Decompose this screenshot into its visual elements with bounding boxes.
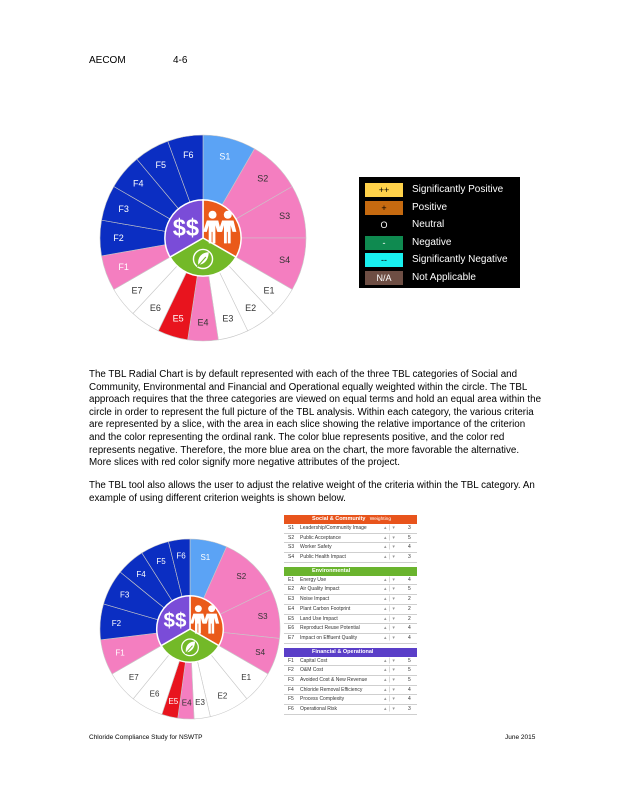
legend-swatch: O [365, 218, 403, 232]
slice-label-s1: S1 [219, 151, 231, 162]
paragraph-weight-adjustment: The TBL tool also allows the user to adjust the relative weight of the criteria within the TBL category. An example of using different criterion weights is shown below. [89, 480, 535, 504]
criterion-code: E4 [288, 605, 295, 612]
weight-value: 5 [408, 534, 411, 541]
weight-stepper[interactable]: ▴ │ ▾ [384, 706, 395, 712]
weight-value: 5 [408, 667, 411, 674]
slice-label-f3: F3 [118, 204, 129, 215]
criterion-code: E1 [288, 576, 295, 583]
weight-value: 4 [408, 576, 411, 583]
slice-label-s4: S4 [255, 647, 266, 657]
table-section-header [284, 515, 417, 524]
slice-label-s2: S2 [236, 571, 247, 581]
weighting-label: Weighting [369, 517, 391, 522]
weight-stepper[interactable]: ▴ │ ▾ [384, 554, 395, 561]
table-row [284, 524, 417, 534]
legend-swatch: N/A [365, 271, 403, 285]
criterion-code: E2 [288, 586, 295, 593]
slice-label-e6: E6 [149, 302, 161, 313]
header-page: 4-6 [173, 55, 188, 66]
table-row [284, 576, 417, 586]
legend-label: Significantly Negative [412, 254, 508, 265]
legend-row [359, 216, 520, 233]
table-row [284, 605, 417, 615]
weight-stepper[interactable]: ▴ │ ▾ [384, 596, 395, 603]
section-title: Social & Community [312, 516, 366, 522]
criterion-code: F5 [288, 696, 294, 703]
criterion-code: S1 [288, 525, 295, 531]
financial-hub-label: $$ [163, 609, 187, 633]
criterion-name: Public Acceptance [300, 534, 341, 541]
footer-date: June 2015 [505, 734, 536, 741]
slice-label-e4: E4 [181, 698, 192, 708]
criterion-name: Operational Risk [300, 706, 337, 712]
footer-study-title: Chloride Compliance Study for NSWTP [89, 734, 203, 741]
slice-label-e7: E7 [131, 285, 143, 296]
slice-label-e2: E2 [245, 302, 257, 313]
criterion-code: F4 [288, 686, 294, 693]
legend-swatch: -- [365, 253, 403, 267]
criterion-code: F6 [288, 706, 294, 712]
criterion-code: S4 [288, 554, 295, 561]
slice-label-f6: F6 [176, 551, 186, 561]
criterion-code: E6 [288, 625, 295, 632]
table-section-header [284, 567, 417, 576]
criterion-code: F2 [288, 667, 294, 674]
slice-label-e6: E6 [149, 689, 160, 699]
criterion-code: E3 [288, 596, 295, 603]
weight-value: 3 [408, 525, 411, 531]
table-row [284, 666, 417, 676]
criterion-name: Plant Carbon Footprint [300, 605, 351, 612]
criterion-name: O&M Cost [300, 667, 324, 674]
legend-row [359, 199, 520, 216]
criterion-name: Leadership/Community Image [300, 525, 367, 531]
criterion-code: E5 [288, 615, 295, 622]
slice-label-e2: E2 [217, 691, 228, 701]
slice-label-s3: S3 [279, 211, 291, 222]
slice-label-f2: F2 [111, 619, 122, 629]
weight-stepper[interactable]: ▴ │ ▾ [384, 634, 395, 641]
table-row [284, 695, 417, 705]
table-row [284, 657, 417, 667]
legend-label: Not Applicable [412, 271, 476, 283]
legend-swatch: + [365, 201, 403, 215]
tbl-radial-chart-weighted [98, 537, 282, 721]
weight-stepper[interactable]: ▴ │ ▾ [384, 686, 395, 693]
weight-stepper[interactable]: ▴ │ ▾ [384, 544, 395, 551]
slice-label-f3: F3 [119, 590, 130, 600]
criterion-name: Impact on Effluent Quality [300, 634, 358, 641]
criterion-name: Process Complexity [300, 696, 345, 703]
legend-label: Negative [412, 236, 452, 248]
slice-label-e5: E5 [168, 696, 179, 706]
weight-stepper[interactable]: ▴ │ ▾ [384, 576, 395, 583]
header-org: AECOM [89, 55, 126, 66]
table-row [284, 624, 417, 634]
weight-stepper[interactable]: ▴ │ ▾ [384, 657, 395, 664]
table-row [284, 534, 417, 544]
criterion-name: Capital Cost [300, 657, 328, 664]
legend-row [359, 251, 520, 268]
weight-value: 2 [408, 615, 411, 622]
slice-label-f2: F2 [113, 233, 124, 243]
criterion-code: S3 [288, 544, 295, 551]
weight-value: 5 [408, 586, 411, 593]
legend-row [359, 181, 520, 198]
slice-label-f1: F1 [118, 261, 129, 272]
weight-value: 5 [408, 676, 411, 683]
weight-stepper[interactable]: ▴ │ ▾ [384, 525, 395, 531]
slice-label-e3: E3 [222, 313, 234, 324]
financial-hub-label: $$ [172, 215, 199, 242]
table-row [284, 676, 417, 686]
slice-label-s3: S3 [257, 612, 268, 622]
criterion-name: Reproduct Reuse Potential [300, 625, 360, 632]
rank-legend [359, 177, 520, 288]
criteria-weights-table [284, 515, 417, 719]
legend-swatch: - [365, 236, 403, 250]
criterion-name: Chloride Removal Efficiency [300, 686, 363, 693]
slice-label-f4: F4 [133, 178, 144, 189]
criterion-name: Air Quality Impact [300, 586, 340, 593]
weight-value: 2 [408, 596, 411, 603]
table-row [284, 553, 417, 563]
section-title: Financial & Operational [312, 648, 374, 655]
criterion-name: Noise Impact [300, 596, 330, 603]
weight-value: 4 [408, 544, 411, 551]
legend-label: Neutral [412, 219, 445, 230]
table-row [284, 705, 417, 715]
criterion-code: F3 [288, 676, 294, 683]
weight-value: 3 [408, 554, 411, 561]
weight-value: 5 [408, 657, 411, 664]
weight-stepper[interactable]: ▴ │ ▾ [384, 696, 395, 703]
criterion-name: Worker Safety [300, 544, 332, 551]
slice-label-f5: F5 [155, 159, 167, 170]
slice-label-s2: S2 [257, 173, 269, 184]
weight-value: 4 [408, 686, 411, 693]
slice-label-f5: F5 [156, 557, 166, 567]
slice-label-e4: E4 [197, 317, 209, 328]
criterion-name: Public Health Impact [300, 554, 346, 561]
slice-label-f1: F1 [115, 648, 125, 658]
slice-label-f4: F4 [136, 569, 146, 579]
criterion-code: E7 [288, 634, 295, 641]
criterion-code: F1 [288, 657, 294, 664]
table-row [284, 543, 417, 553]
weight-stepper[interactable]: ▴ │ ▾ [384, 625, 395, 632]
table-row [284, 595, 417, 605]
table-section-header [284, 648, 417, 657]
weight-value: 2 [408, 605, 411, 612]
slice-label-e1: E1 [263, 285, 275, 296]
weight-value: 4 [408, 634, 411, 641]
slice-label-e3: E3 [195, 698, 205, 708]
weight-stepper[interactable]: ▴ │ ▾ [384, 676, 395, 683]
weight-stepper[interactable]: ▴ │ ▾ [384, 615, 395, 622]
weight-stepper[interactable]: ▴ │ ▾ [384, 534, 395, 541]
tbl-radial-chart-equal [98, 133, 308, 343]
legend-row [359, 234, 520, 251]
table-row [284, 615, 417, 625]
slice-label-e1: E1 [241, 672, 252, 682]
paragraph-radial-chart-description: The TBL Radial Chart is by default represented with each of the three TBL categories of Social and Community, Environmental and Financial and Operational equally weighted within the circle. The TBL approach requires that the three categories are viewed on equal terms and hold an equal area within the circle in order to represent the full picture of the TBL analysis. Within each category, the various criteria are represented by a slice, with the area in each slice showing the relative importance of the criterion and the color representing the ordinal rank. The color blue represents positive, and the color red represents negative. Therefore, the more blue area on the chart, the more favorable the alternative. More slices with red color signify more negative attributes of the project. [89, 369, 542, 469]
table-row [284, 686, 417, 696]
weight-stepper[interactable]: ▴ │ ▾ [384, 586, 395, 593]
criterion-name: Avoided Cost & New Revenue [300, 676, 368, 683]
section-title: Environmental [312, 567, 351, 574]
slice-label-f6: F6 [183, 149, 194, 160]
slice-label-s4: S4 [279, 254, 291, 265]
slice-label-e7: E7 [128, 672, 139, 682]
weight-value: 4 [408, 696, 411, 703]
weight-value: 4 [408, 625, 411, 632]
table-row [284, 634, 417, 644]
criterion-name: Land Use Impact [300, 615, 338, 622]
weight-value: 3 [408, 706, 411, 712]
criterion-name: Energy Use [300, 576, 327, 583]
legend-swatch: ++ [365, 183, 403, 197]
slice-label-e5: E5 [172, 313, 184, 324]
criterion-code: S2 [288, 534, 295, 541]
weight-stepper[interactable]: ▴ │ ▾ [384, 667, 395, 674]
legend-label: Positive [412, 201, 448, 213]
legend-row [359, 269, 520, 286]
table-row [284, 585, 417, 595]
weight-stepper[interactable]: ▴ │ ▾ [384, 605, 395, 612]
slice-label-s1: S1 [200, 552, 211, 562]
legend-label: Significantly Positive [412, 184, 504, 195]
